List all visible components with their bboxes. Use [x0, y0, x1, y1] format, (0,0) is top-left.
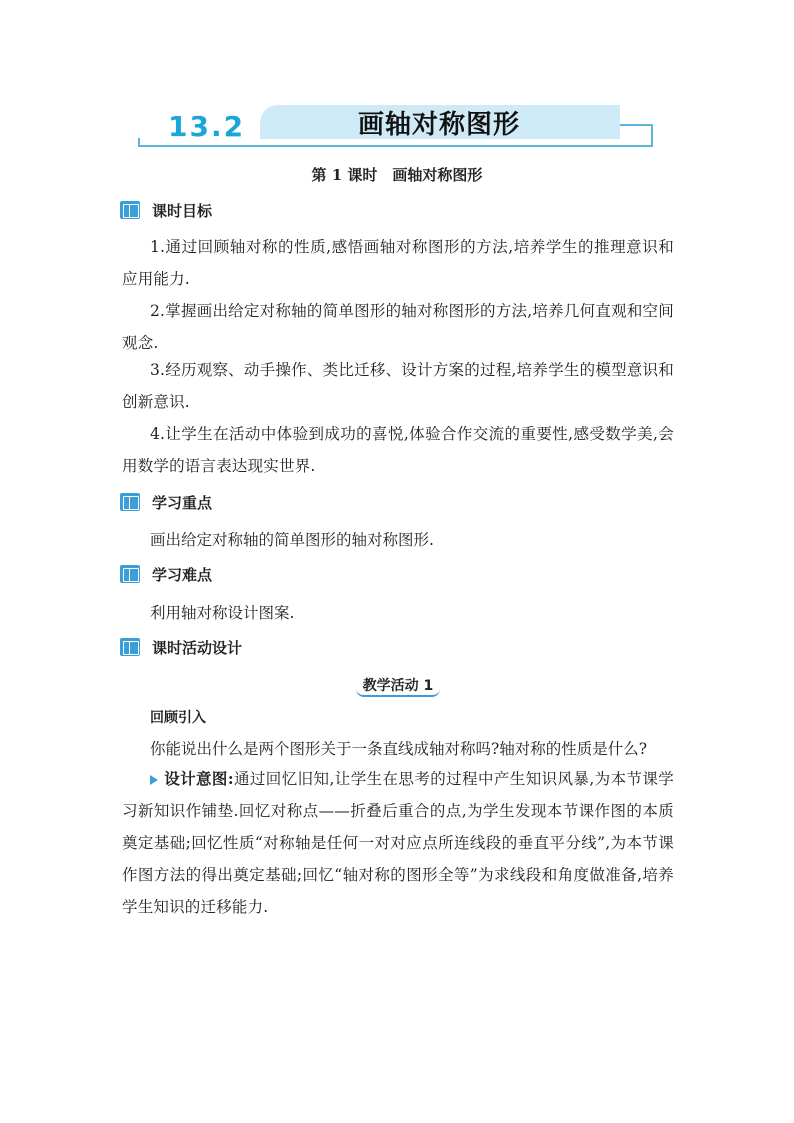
review-question: 你能说出什么是两个图形关于一条直线成轴对称吗?轴对称的性质是什么? [150, 740, 648, 758]
section-heading: 学习重点 [152, 493, 213, 512]
objective-item: 2.掌握画出给定对称轴的简单图形的轴对称图形的方法,培养几何直观和空间观念. [122, 302, 674, 352]
design-intent-label: 设计意图: [164, 769, 234, 788]
objective-item: 1.通过回顾轴对称的性质,感悟画轴对称图形的方法,培养学生的推理意识和应用能力. [122, 238, 674, 288]
lesson-subtitle: 第 1 课时 画轴对称图形 [311, 166, 483, 184]
design-intent-text: 通过回忆旧知,让学生在思考的过程中产生知识风暴,为本节课学习新知识作铺垫.回忆对称点——折叠后重合的点,为学生发现本节课作图的本质奠定基础;回忆性质“对称轴是任何一对对应点所连线段的垂直平分线”,为本节课作图方法的得出奠定基础;回忆“轴对称的图形全等”为求线段和角度做准备,培养学生知识的迁移能力. [122, 770, 675, 916]
section-number: 13.2 [168, 110, 246, 143]
activity-label: 教学活动 1 [362, 678, 434, 694]
book-icon [120, 565, 140, 583]
banner-left-stub [138, 138, 140, 147]
key-points-text: 画出给定对称轴的简单图形的轴对称图形. [150, 531, 434, 549]
section-title: 画轴对称图形 [358, 110, 521, 140]
book-icon [120, 201, 140, 219]
design-intent [122, 763, 674, 923]
section-difficulties [120, 564, 212, 584]
section-key-points [120, 492, 212, 512]
objective-item: 4.让学生在活动中体验到成功的喜悦,体验合作交流的重要性,感受数学美,会用数学的语言表达现实世界. [122, 425, 674, 475]
section-heading: 课时活动设计 [152, 638, 243, 657]
section-banner [138, 100, 656, 156]
book-icon [120, 638, 140, 656]
section-objectives [120, 200, 212, 220]
book-icon [120, 493, 140, 511]
review-heading: 回顾引入 [150, 710, 206, 726]
banner-underline [138, 145, 653, 147]
objective-item: 3.经历观察、动手操作、类比迁移、设计方案的过程,培养学生的模型意识和创新意识. [122, 361, 674, 411]
activity-tag [356, 673, 440, 697]
difficulties-text: 利用轴对称设计图案. [150, 604, 295, 622]
banner-hook-vertical [651, 124, 653, 147]
banner-hook-horizontal [620, 124, 653, 126]
section-heading: 学习难点 [152, 565, 213, 584]
triangle-bullet-icon [150, 775, 158, 785]
section-heading: 课时目标 [152, 201, 213, 220]
section-activity-design [120, 637, 242, 657]
